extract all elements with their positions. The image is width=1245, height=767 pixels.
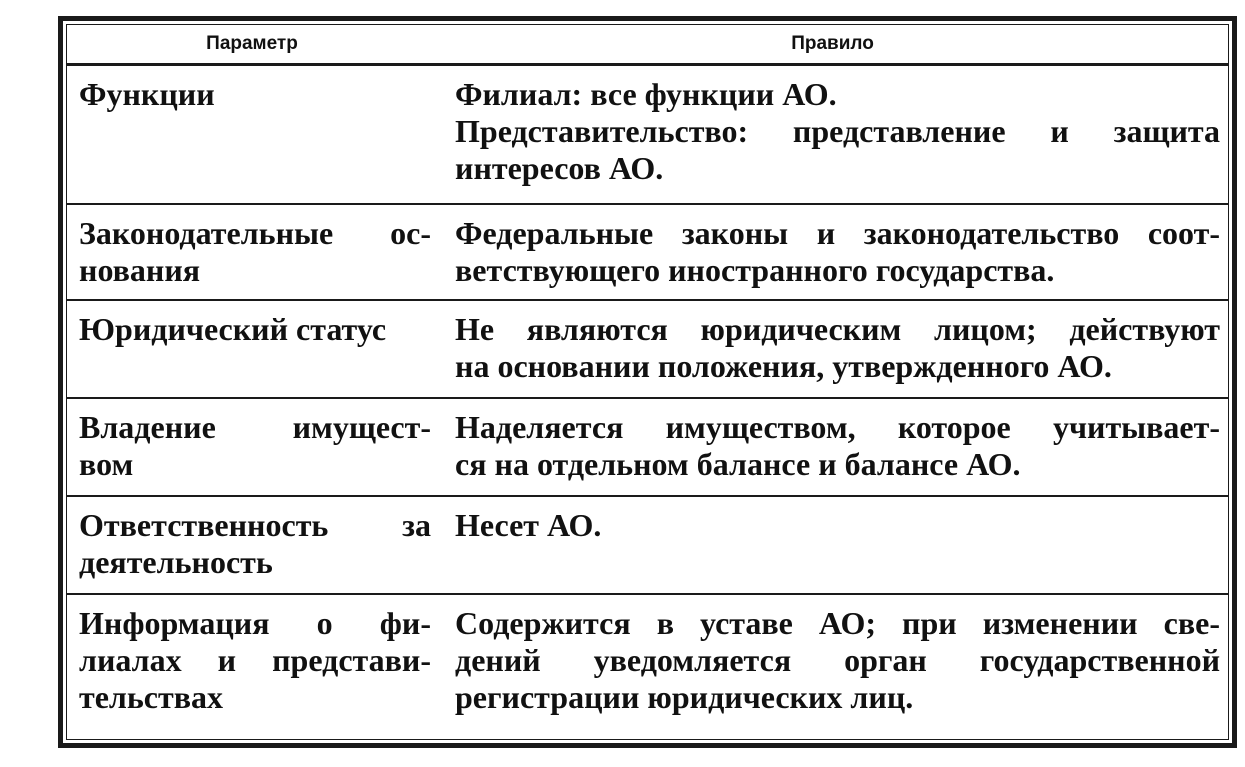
table-row [67, 204, 1228, 300]
table-row [67, 496, 1228, 594]
param-line: Владение имущест- [79, 408, 431, 445]
rule-cell [437, 300, 1228, 398]
rules-table [67, 25, 1228, 739]
table-row [67, 300, 1228, 398]
param-line: Юридический статус [79, 310, 387, 347]
param-line: тельствах [79, 678, 223, 715]
param-line: деятельность [79, 543, 273, 580]
rule-line: Несет АО. [455, 506, 602, 543]
param-cell [67, 496, 437, 594]
param-cell [67, 204, 437, 300]
table-row [67, 398, 1228, 496]
header-rule: Правило [437, 25, 1228, 65]
param-cell [67, 300, 437, 398]
param-cell [67, 398, 437, 496]
rule-cell [437, 398, 1228, 496]
param-line: Информация о фи- [79, 604, 431, 641]
rule-line: регистрации юридических лиц. [455, 678, 914, 715]
rule-line: Наделяется имуществом, которое учитывает- [455, 408, 1220, 445]
param-cell [67, 65, 437, 204]
param-line: нования [79, 251, 201, 288]
table-row [67, 594, 1228, 740]
rule-line: дений уведомляется орган государственной [455, 641, 1220, 678]
rule-line: Федеральные законы и законодательство соот- [455, 214, 1220, 251]
param-cell [67, 594, 437, 740]
param-line: вом [79, 445, 134, 482]
rule-line: Содержится в уставе АО; при изменении све- [455, 604, 1220, 641]
rule-line: ветствующего иностранного государства. [455, 251, 1055, 288]
rule-cell [437, 496, 1228, 594]
rule-cell [437, 204, 1228, 300]
table-row [67, 65, 1228, 204]
rule-line: Филиал: все функции АО. [455, 76, 837, 112]
rule-line: ся на отдельном балансе и балансе АО. [455, 445, 1021, 482]
rule-cell [437, 594, 1228, 740]
param-line: Ответственность за [79, 506, 431, 543]
param-line: Функции [79, 76, 215, 112]
rule-cell [437, 65, 1228, 204]
param-line: лиалах и представи- [79, 641, 431, 678]
rule-line: на основании положения, утвержденного АО. [455, 347, 1112, 384]
rule-line: Не являются юридическим лицом; действуют [455, 310, 1220, 347]
table-inner-border [66, 24, 1229, 740]
rule-line: интересов АО. [455, 150, 664, 186]
table-frame [58, 16, 1237, 748]
header-param: Параметр [67, 25, 437, 65]
param-line: Законодательные ос- [79, 214, 431, 251]
table-header-row [67, 25, 1228, 65]
rule-line: Представительство: представление и защита [455, 113, 1220, 149]
